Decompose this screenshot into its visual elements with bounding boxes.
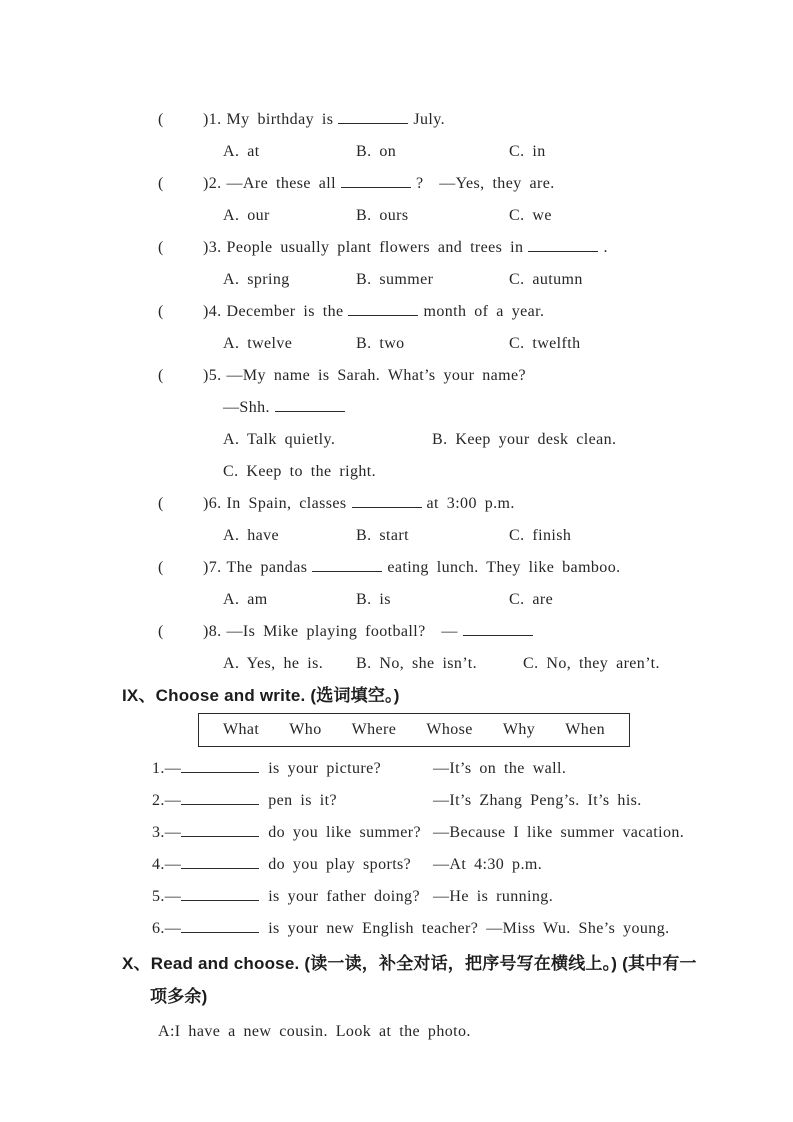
word-bank-item: When [565, 721, 605, 738]
option-c: C. autumn [509, 271, 583, 288]
stem-text: eating lunch. They like bamboo. [387, 559, 621, 576]
section-ix-header: IX、Choose and write. (选词填空。) [122, 686, 400, 705]
stem-text: month of a year. [423, 303, 545, 320]
answer-blank [181, 791, 259, 805]
question-number: )2. [203, 175, 222, 192]
options-row [223, 648, 737, 680]
fill-in-question [152, 817, 433, 849]
stem-text: December is the [226, 303, 344, 320]
option-b: B. summer [356, 271, 434, 288]
stem-text: The pandas [226, 559, 308, 576]
mc-question-3 [122, 232, 737, 296]
stem-text: at 3:00 p.m. [426, 495, 515, 512]
question-number: )8. [203, 623, 222, 640]
fill-in-row [152, 881, 737, 913]
question-number: )1. [203, 111, 222, 128]
word-bank-item: Who [289, 721, 322, 738]
question-stem [158, 104, 737, 136]
question-text: do you play sports? [268, 856, 412, 873]
mc-question-5 [122, 360, 737, 488]
stem-text: . [603, 239, 608, 256]
question-number: )3. [203, 239, 222, 256]
section-x [122, 947, 737, 1048]
stem-text: —Are these all [226, 175, 336, 192]
answer-bracket: ( [158, 239, 164, 256]
fill-in-question [152, 913, 486, 945]
mc-question-4 [122, 296, 737, 360]
option-a: A. twelve [223, 335, 293, 352]
option-a: A. our [223, 207, 270, 224]
option-a: A. have [223, 527, 280, 544]
stem-text: July. [413, 111, 445, 128]
options-row [223, 264, 737, 296]
answer-blank [181, 887, 259, 901]
item-number: 3.— [152, 824, 182, 841]
option-b: B. ours [356, 207, 409, 224]
question-stem [158, 168, 737, 200]
stem-text: My birthday is [226, 111, 334, 128]
fill-in-row [152, 817, 737, 849]
question-number: )4. [203, 303, 222, 320]
section-x-header: X、Read and choose. (读一读，补全对话，把序号写在横线上。) (其中有一项多余) [122, 954, 697, 1006]
item-number: 2.— [152, 792, 182, 809]
answer-blank [338, 110, 408, 124]
question-text: is your picture? [268, 760, 382, 777]
option-a: A. spring [223, 271, 290, 288]
option-b: B. Keep your desk clean. [432, 431, 617, 448]
mc-question-1 [122, 104, 737, 168]
answer-bracket: ( [158, 495, 164, 512]
question-number: )5. [203, 367, 222, 384]
question-text: is your new English teacher? [268, 920, 479, 937]
option-c: C. twelfth [509, 335, 581, 352]
option-c: C. No, they aren’t. [523, 655, 660, 672]
options-row [223, 200, 737, 232]
option-a: A. at [223, 143, 260, 160]
fill-in-row [152, 913, 737, 945]
item-number: 1.— [152, 760, 182, 777]
options-row [223, 584, 737, 616]
answer-text: —Miss Wu. She’s young. [486, 920, 670, 937]
question-stem [158, 232, 737, 264]
option-c: C. are [509, 591, 554, 608]
options-row [223, 520, 737, 552]
answer-text: —He is running. [433, 888, 554, 905]
question-number: )7. [203, 559, 222, 576]
answer-blank [181, 823, 259, 837]
answer-blank [352, 494, 422, 508]
answer-bracket: ( [158, 303, 164, 320]
item-number: 4.— [152, 856, 182, 873]
mc-question-2 [122, 168, 737, 232]
word-bank [198, 713, 630, 747]
answer-blank [181, 759, 259, 773]
question-stem-line2 [223, 392, 737, 424]
fill-in-question [152, 849, 433, 881]
question-text: is your father doing? [268, 888, 420, 905]
fill-in-row [152, 753, 737, 785]
option-b: B. is [356, 591, 391, 608]
fill-in-row [152, 785, 737, 817]
fill-in-question [152, 881, 433, 913]
options-row [223, 136, 737, 168]
stem-text: —My name is Sarah. What’s your name? [226, 367, 527, 384]
option-a: A. Yes, he is. [223, 655, 324, 672]
answer-bracket: ( [158, 367, 164, 384]
answer-text: —At 4:30 p.m. [433, 856, 543, 873]
question-stem [158, 488, 737, 520]
answer-blank [181, 855, 259, 869]
option-c: C. in [509, 143, 546, 160]
answer-bracket: ( [158, 559, 164, 576]
answer-text: —It’s on the wall. [433, 760, 567, 777]
item-number: 5.— [152, 888, 182, 905]
options-row [223, 328, 737, 360]
question-number: )6. [203, 495, 222, 512]
stem-text: —Is Mike playing football? — [226, 623, 458, 640]
answer-blank [181, 919, 259, 933]
item-number: 6.— [152, 920, 182, 937]
stem-text: In Spain, classes [226, 495, 347, 512]
word-bank-item: Whose [426, 721, 473, 738]
option-c: C. we [509, 207, 552, 224]
answer-bracket: ( [158, 175, 164, 192]
option-a: A. Talk quietly. [223, 431, 336, 448]
fill-in-question [152, 785, 433, 817]
multiple-choice-section [122, 104, 737, 680]
word-bank-item: Where [351, 721, 397, 738]
word-bank-item: What [223, 721, 260, 738]
fill-in-question [152, 753, 433, 785]
question-text: do you like summer? [268, 824, 421, 841]
option-b: B. No, she isn’t. [356, 655, 478, 672]
mc-question-6 [122, 488, 737, 552]
answer-bracket: ( [158, 623, 164, 640]
options-row [223, 424, 737, 456]
option-c: C. Keep to the right. [223, 463, 377, 480]
option-b: B. on [356, 143, 397, 160]
answer-blank [312, 558, 382, 572]
answer-text: —It’s Zhang Peng’s. It’s his. [433, 792, 642, 809]
options-row [223, 456, 737, 488]
answer-bracket: ( [158, 111, 164, 128]
option-c: C. finish [509, 527, 572, 544]
stem-text: —Shh. [223, 399, 270, 416]
fill-in-row [152, 849, 737, 881]
section-ix [122, 680, 737, 945]
stem-text: People usually plant flowers and trees in [226, 239, 524, 256]
option-b: B. two [356, 335, 405, 352]
answer-text: —Because I like summer vacation. [433, 824, 685, 841]
question-stem [158, 616, 737, 648]
answer-blank [341, 174, 411, 188]
option-a: A. am [223, 591, 268, 608]
dialogue-line-a: A:I have a new cousin. Look at the photo. [158, 1023, 471, 1040]
option-b: B. start [356, 527, 409, 544]
question-stem [158, 552, 737, 584]
answer-blank [528, 238, 598, 252]
question-text: pen is it? [268, 792, 337, 809]
word-bank-item: Why [502, 721, 536, 738]
answer-blank [463, 622, 533, 636]
answer-blank [348, 302, 418, 316]
mc-question-7 [122, 552, 737, 616]
answer-blank [275, 398, 345, 412]
question-stem [158, 296, 737, 328]
question-stem [158, 360, 737, 392]
stem-text: ? —Yes, they are. [415, 175, 555, 192]
mc-question-8 [122, 616, 737, 680]
